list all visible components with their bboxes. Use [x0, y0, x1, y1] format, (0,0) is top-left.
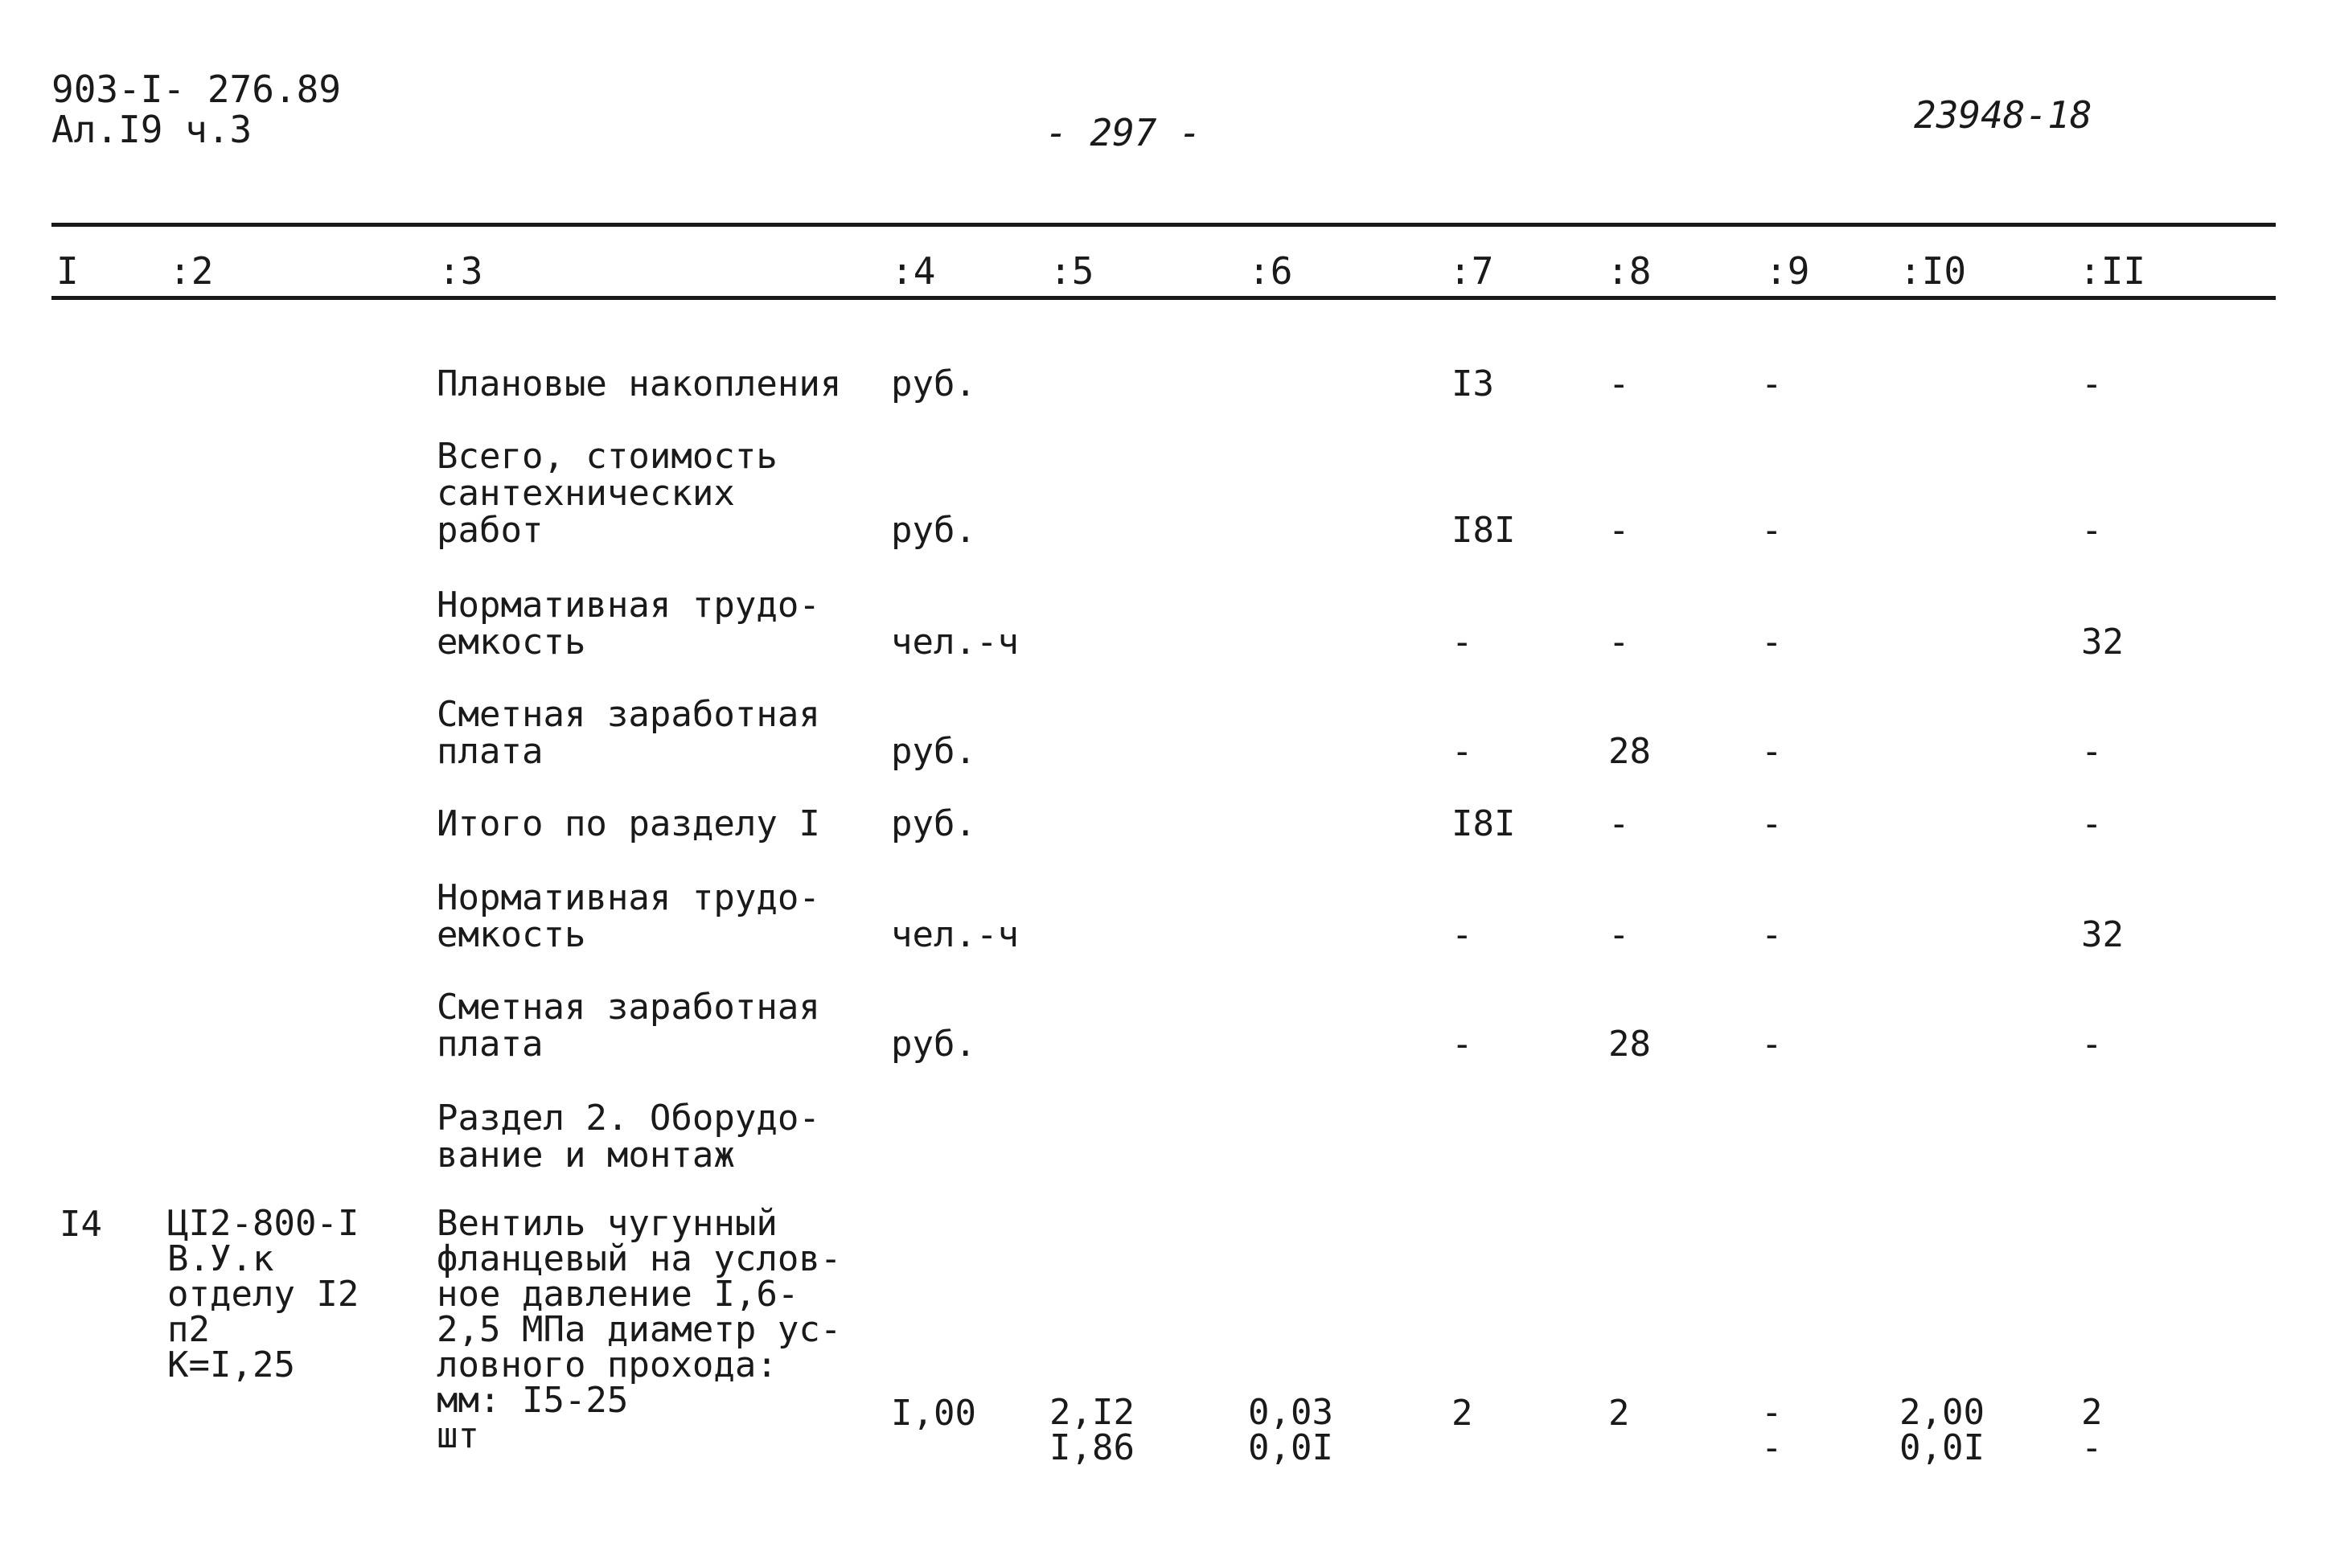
row-col8: - [1608, 914, 1630, 955]
row-col8: - [1608, 510, 1630, 551]
row-col7: I8I [1451, 510, 1516, 551]
row-col7: - [1451, 1024, 1473, 1065]
row-unit: руб. [891, 363, 976, 404]
archive-number: 23948-18 [1914, 93, 2092, 137]
row-col7: I8I [1451, 803, 1516, 844]
sheet-label: Ал.I9 ч.3 [51, 108, 253, 151]
row-col8: 28 [1608, 1024, 1651, 1065]
row-code: ЦI2-800-I В.У.к отделу I2 п2 К=I,25 [167, 1203, 359, 1385]
row-col11: - [2081, 1024, 2103, 1065]
column-header-10: :I0 [1899, 249, 1967, 293]
column-header-9: :9 [1765, 249, 1810, 293]
row-col5: 2,I2 I,86 [1049, 1392, 1135, 1468]
row-unit: чел.-ч [891, 622, 1019, 663]
row-col8: 2 [1608, 1393, 1630, 1434]
row-col9: - [1761, 914, 1783, 955]
row-col7: - [1451, 731, 1473, 772]
table-top-rule [51, 223, 2276, 227]
column-header-3: :3 [438, 249, 483, 293]
row-col7: 2 [1451, 1393, 1473, 1434]
row-unit: руб. [891, 731, 976, 772]
table-header-rule [51, 296, 2276, 300]
row-col11: - [2081, 510, 2103, 551]
row-col6: 0,03 0,0I [1248, 1392, 1333, 1468]
section-heading: Раздел 2. Оборудо- вание и монтаж [437, 1098, 820, 1176]
row-col11: - [2081, 363, 2103, 404]
row-col11: - [2081, 803, 2103, 844]
row-col8: 28 [1608, 731, 1651, 772]
row-col8: - [1608, 803, 1630, 844]
row-col11: 32 [2081, 622, 2124, 663]
column-header-1: I [56, 249, 79, 293]
row-col9: - [1761, 363, 1783, 404]
row-col9: - [1761, 510, 1783, 551]
page-number: - 297 - [1045, 111, 1201, 154]
row-description: Плановые накопления [437, 363, 842, 404]
row-description: Нормативная трудо- емкость [437, 877, 820, 955]
row-description: Вентиль чугунный фланцевый на услов- ное давление I,6- 2,5 МПа диаметр ус- ловного прохода: мм: I5-25 шт [437, 1203, 842, 1456]
row-col7: I3 [1451, 363, 1494, 404]
column-header-4: :4 [891, 249, 936, 293]
row-description: Сметная заработная плата [437, 694, 820, 772]
column-header-2: :2 [169, 249, 214, 293]
row-unit: руб. [891, 1024, 976, 1065]
row-col8: - [1608, 622, 1630, 663]
row-col7: - [1451, 914, 1473, 955]
row-col9: - [1761, 622, 1783, 663]
document-code: 903-I- 276.89 [51, 68, 342, 111]
row-col9: - [1761, 803, 1783, 844]
row-col7: - [1451, 622, 1473, 663]
column-header-8: :8 [1607, 249, 1652, 293]
row-number: I4 [60, 1204, 102, 1245]
column-header-11: :II [2079, 249, 2146, 293]
column-header-7: :7 [1449, 249, 1494, 293]
row-col11: 2 - [2081, 1392, 2103, 1468]
row-description: Нормативная трудо- емкость [437, 585, 820, 663]
row-quantity: I,00 [891, 1393, 976, 1434]
row-col9: - - [1761, 1392, 1783, 1468]
row-col9: - [1761, 1024, 1783, 1065]
row-unit: руб. [891, 510, 976, 551]
row-col11: 32 [2081, 914, 2124, 955]
row-col8: - [1608, 363, 1630, 404]
column-header-5: :5 [1049, 249, 1094, 293]
row-unit: руб. [891, 803, 976, 844]
row-description: Всего, стоимость сантехнических работ [437, 436, 778, 551]
column-header-6: :6 [1248, 249, 1293, 293]
row-description: Итого по разделу I [437, 803, 820, 844]
row-col9: - [1761, 731, 1783, 772]
row-col11: - [2081, 731, 2103, 772]
row-col10: 2,00 0,0I [1899, 1392, 1985, 1468]
row-description: Сметная заработная плата [437, 987, 820, 1065]
row-unit: чел.-ч [891, 914, 1019, 955]
